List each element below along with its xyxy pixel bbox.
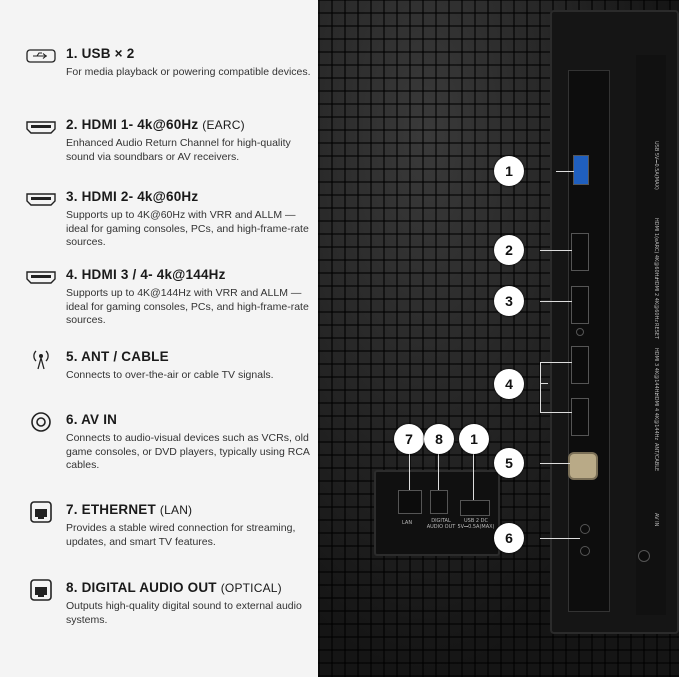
usb-port [573, 155, 589, 185]
port-item-description: Supports up to 4K@144Hz with VRR and ALLM — ideal for gaming consoles, PCs, and high-frame-rate sources. [66, 287, 309, 326]
hdmi-icon [24, 189, 58, 209]
ant-cable-label: ANT/CABLE [653, 443, 659, 472]
port-item-description: Provides a stable wired connection for streaming, updates, and smart TV features. [66, 522, 296, 548]
leader-1 [556, 171, 574, 172]
port-item-title [66, 580, 282, 595]
port-item-title-text: 1. USB × 2 [66, 46, 135, 61]
hdmi-2-label: HDMI 2 4K@60Hz [653, 278, 659, 322]
port-item-description: Enhanced Audio Return Channel for high-quality sound via soundbars or AV receivers. [66, 137, 291, 163]
hdmi-2-port [571, 286, 589, 324]
port-item-title [66, 412, 117, 427]
port-item-title-text: 5. ANT / CABLE [66, 349, 169, 364]
ant-cable-port [568, 452, 598, 480]
tv-rear-photo [318, 0, 679, 677]
reset-button [576, 328, 584, 336]
badge-1-bottom: 1 [459, 424, 489, 454]
badge-4: 4 [494, 369, 524, 399]
hdmi-3-label: HDMI 3 4K@144Hz [653, 348, 659, 396]
port-item-title-text: 6. AV IN [66, 412, 118, 427]
port-item-title-text: 3. HDMI 2- 4k@60Hz [66, 189, 199, 204]
leader-7 [409, 454, 410, 490]
reset-label: RESET [653, 323, 659, 340]
port-item-title-text: 7. ETHERNET [66, 502, 160, 517]
leader-6 [540, 538, 580, 539]
port-item-title [66, 46, 134, 61]
port-item-title-sub: (OPTICAL) [220, 581, 282, 595]
port-list-panel [0, 0, 318, 677]
port-item-title [66, 349, 169, 364]
hdmi-1-port [571, 233, 589, 271]
port-item-title-sub: (LAN) [159, 503, 193, 517]
badge-6: 6 [494, 523, 524, 553]
badge-7: 7 [394, 424, 424, 454]
av-in-port [580, 524, 590, 534]
lan-port [398, 490, 422, 514]
optical-port [430, 490, 448, 514]
port-item-description: Connects to audio-visual devices such as VCRs, old game consoles, or DVD players, typically using RCA cables. [66, 432, 310, 471]
av-in-icon [24, 412, 58, 432]
leader-2 [540, 250, 572, 251]
hdmi-4-port [571, 398, 589, 436]
label-strip [636, 55, 666, 615]
port-item-title-text: 2. HDMI 1- 4k@60Hz [66, 117, 203, 132]
hdmi-1-label: HDMI 1(eARC) 4K@60Hz [653, 218, 659, 280]
port-item-description: Outputs high-quality digital sound to external audio systems. [66, 600, 302, 626]
antenna-icon [24, 349, 58, 369]
hdmi-icon [24, 117, 58, 137]
av-in-port-2 [580, 546, 590, 556]
leader-4-a [540, 362, 572, 363]
optical-label: DIGITAL AUDIO OUT [426, 518, 456, 530]
usb-2-port [460, 500, 490, 516]
port-item-title [66, 189, 198, 204]
port-item-title-text: 4. HDMI 3 / 4- 4k@144Hz [66, 267, 226, 282]
av-in-label: AV IN [653, 513, 659, 527]
badge-5: 5 [494, 448, 524, 478]
port-item-title [66, 502, 192, 517]
hdmi-icon [24, 267, 58, 287]
leader-5 [540, 463, 570, 464]
badge-2: 2 [494, 235, 524, 265]
leader-8 [438, 454, 439, 490]
port-item-description: Supports up to 4K@60Hz with VRR and ALLM — ideal for gaming consoles, PCs, and high-frame-rate sources. [66, 209, 309, 248]
usb-2-label: USB 2 DC 5V⎓0.5A(MAX) [457, 518, 495, 530]
leader-3 [540, 301, 572, 302]
leader-1b [473, 454, 474, 500]
ethernet-icon [24, 502, 58, 522]
optical-icon [24, 580, 58, 600]
usb-icon [24, 46, 58, 66]
port-item-title-sub: (EARC) [202, 118, 245, 132]
lan-label: LAN [402, 520, 413, 526]
leader-4-vert [540, 362, 541, 412]
port-item-title-text: 8. DIGITAL AUDIO OUT [66, 580, 221, 595]
port-item-title [66, 267, 226, 282]
badge-1: 1 [494, 156, 524, 186]
usb-label: USB 5V⎓0.5A(MAX) [653, 141, 659, 190]
badge-8: 8 [424, 424, 454, 454]
leader-4-b [540, 412, 572, 413]
port-item-title [66, 117, 245, 132]
leader-4-top [540, 383, 548, 384]
port-item-description: Connects to over-the-air or cable TV signals. [66, 369, 274, 381]
port-item-description: For media playback or powering compatible devices. [66, 66, 311, 78]
side-avin-jack [638, 550, 650, 562]
hdmi-3-port [571, 346, 589, 384]
hdmi-4-label: HDMI 4 4K@144Hz [653, 393, 659, 441]
badge-3: 3 [494, 286, 524, 316]
